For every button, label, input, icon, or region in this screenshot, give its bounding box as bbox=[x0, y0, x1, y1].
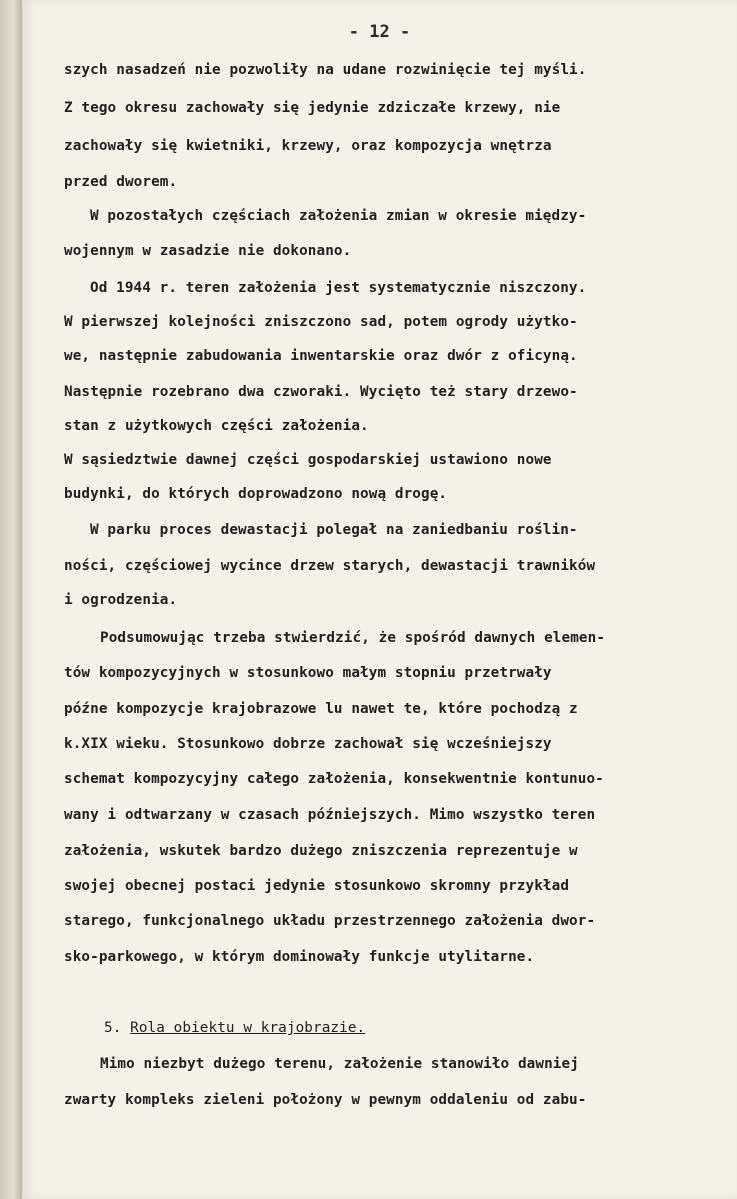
text-line: swojej obecnej postaci jedynie stosunkowo skromny przykład bbox=[64, 878, 570, 894]
text-line: W parku proces dewastacji polegał na zaniedbaniu roślin- bbox=[90, 522, 578, 538]
text-line: późne kompozycje krajobrazowe lu nawet te, które pochodzą z bbox=[64, 701, 578, 717]
text-line: Z tego okresu zachowały się jedynie zdziczałe krzewy, nie bbox=[64, 100, 561, 116]
text-line: założenia, wskutek bardzo dużego zniszczenia reprezentuje w bbox=[64, 843, 578, 859]
text-line: Następnie rozebrano dwa czworaki. Wycięto też stary drzewo- bbox=[64, 384, 578, 400]
text-line: i ogrodzenia. bbox=[64, 592, 178, 608]
text-line: zachowały się kwietniki, krzewy, oraz kompozycja wnętrza bbox=[64, 138, 552, 154]
page-number: - 12 - bbox=[348, 22, 411, 42]
section-heading bbox=[104, 1020, 365, 1036]
text-line: W pierwszej kolejności zniszczono sad, potem ogrody użytko- bbox=[64, 314, 578, 330]
text-line: sko-parkowego, w którym dominowały funkcje utylitarne. bbox=[64, 949, 535, 965]
text-line: stan z użytkowych części założenia. bbox=[64, 418, 369, 434]
text-line: k.XIX wieku. Stosunkowo dobrze zachował się wcześniejszy bbox=[64, 736, 552, 752]
text-line: W pozostałych częściach założenia zmian w okresie między- bbox=[90, 208, 587, 224]
section-heading-number: 5. bbox=[104, 1020, 122, 1036]
text-line: W sąsiedztwie dawnej części gospodarskiej ustawiono nowe bbox=[64, 452, 552, 468]
document-page bbox=[22, 0, 737, 1199]
section-heading-title: Rola obiektu w krajobrazie. bbox=[130, 1020, 366, 1036]
text-line: Mimo niezbyt dużego terenu, założenie stanowiło dawniej bbox=[100, 1056, 579, 1072]
text-line: ności, częściowej wycince drzew starych, dewastacji trawników bbox=[64, 558, 596, 574]
text-line: Od 1944 r. teren założenia jest systematycznie niszczony. bbox=[90, 280, 587, 296]
text-line: szych nasadzeń nie pozwoliły na udane rozwinięcie tej myśli. bbox=[64, 62, 587, 78]
text-line: we, następnie zabudowania inwentarskie oraz dwór z oficyną. bbox=[64, 348, 578, 364]
text-line: zwarty kompleks zieleni położony w pewnym oddaleniu od zabu- bbox=[64, 1092, 587, 1108]
text-line: schemat kompozycyjny całego założenia, konsekwentnie kontunuo- bbox=[64, 771, 604, 787]
text-line: wojennym w zasadzie nie dokonano. bbox=[64, 243, 352, 259]
text-line: starego, funkcjonalnego układu przestrzennego założenia dwor- bbox=[64, 913, 596, 929]
text-line: Podsumowując trzeba stwierdzić, że spośród dawnych elemen- bbox=[100, 630, 606, 646]
text-line: budynki, do których doprowadzono nową drogę. bbox=[64, 486, 448, 502]
scan-left-margin bbox=[0, 0, 22, 1199]
text-line: przed dworem. bbox=[64, 174, 178, 190]
text-line: wany i odtwarzany w czasach późniejszych. Mimo wszystko teren bbox=[64, 807, 596, 823]
text-line: tów kompozycyjnych w stosunkowo małym stopniu przetrwały bbox=[64, 665, 552, 681]
